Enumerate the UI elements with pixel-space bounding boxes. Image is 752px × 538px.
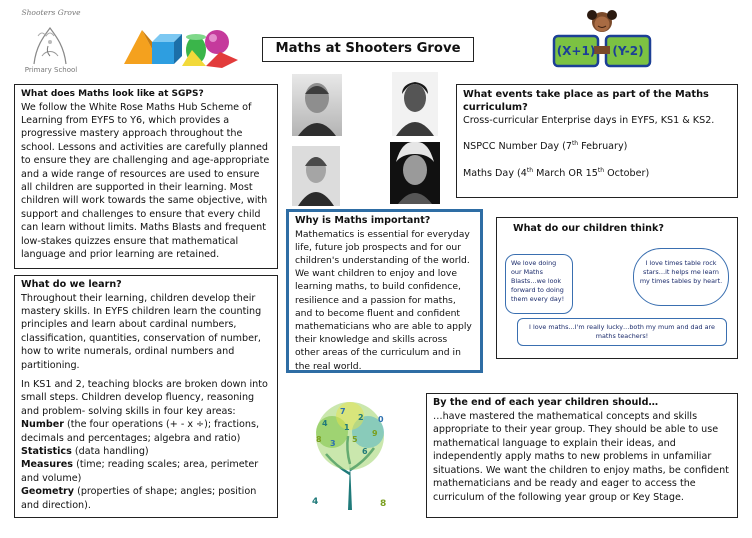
end-of-year-body: …have mastered the mathematical concepts and skills appropriate to their year group. They should be able to use mathematical language to explain their ideas, and independently apply maths to new problems in unfamiliar situations. We want the children to enjoy maths, be confident mathematicians and be ready and eager to access the curriculum of the following year group or Key Stage.: [433, 410, 729, 504]
think-box: [496, 217, 738, 359]
events-line-3-mid: March OR 15: [533, 168, 598, 180]
mathematician-portraits: [290, 70, 450, 208]
learn-area-geometry: [21, 485, 271, 512]
svg-text:0: 0: [378, 415, 384, 424]
learn-area-geometry-detail: (properties of shape; angles; position and direction).: [21, 486, 257, 511]
svg-text:6: 6: [362, 447, 368, 456]
school-logo: [14, 6, 86, 76]
svg-text:4: 4: [322, 419, 328, 428]
svg-text:4: 4: [312, 497, 319, 507]
learn-area-statistics-name: Statistics: [21, 445, 72, 457]
shapes-icon: [122, 20, 240, 70]
page-title-box: [262, 37, 474, 62]
events-line-2-pre: NSPCC Number Day (7: [463, 141, 572, 153]
equation-badge: [548, 6, 656, 72]
badge-left-text: (X+1): [556, 44, 596, 58]
portrait-3: [292, 146, 340, 206]
svg-text:2: 2: [358, 413, 364, 422]
events-line-3: [463, 164, 731, 181]
quote-1: We love doing our Maths Blasts…we look forward to doing them every day!: [511, 259, 565, 303]
learn-title: What do we learn?: [21, 279, 122, 290]
learn-area-geometry-name: Geometry: [21, 486, 75, 498]
learn-area-measures: [21, 458, 271, 485]
quote-2: I love times table rock stars…it helps me learn my times tables by heart.: [639, 259, 723, 285]
learn-area-measures-name: Measures: [21, 459, 74, 471]
why-box: [286, 209, 483, 373]
logo-subtitle: Primary School: [24, 66, 78, 74]
learn-area-number-name: Number: [21, 419, 64, 431]
events-line-2-post: February): [578, 141, 628, 153]
number-tree-icon: [300, 392, 400, 512]
learn-para-2: In KS1 and 2, teaching blocks are broken down into small steps. Children develop fluency, reasoning and problem- solving skills in four key areas:: [21, 378, 268, 417]
badge-right-text: (Y-2): [612, 44, 644, 58]
svg-text:8: 8: [316, 435, 322, 444]
learn-area-measures-detail: (time; reading scales; area, perimeter and volume): [21, 459, 259, 484]
svg-text:1: 1: [344, 423, 350, 432]
learn-area-statistics: [21, 445, 271, 458]
sgps-body: We follow the White Rose Maths Hub Scheme of Learning from EYFS to Y6, which provides a progressive mastery approach throughout the school. Lessons and activities are carefully planned to ensure they are challenging and age-appropriate and a wide range of resources are used to ensure all children are supported in their learning. Most children will work towards the same objective, with support and challenges to ensure that every child can learn without limits. Maths Blasts and frequent low-stakes quizzes ensure that mathematical language and prior learning are retained.: [21, 101, 270, 260]
quote-bubble-3: [517, 318, 727, 346]
svg-text:9: 9: [372, 429, 378, 438]
svg-text:3: 3: [330, 439, 336, 448]
sgps-title: What does Maths look like at SGPS?: [21, 89, 204, 99]
events-line-3-sup1: th: [526, 167, 534, 174]
events-box: [456, 84, 738, 198]
events-line-3-pre: Maths Day (4: [463, 168, 527, 180]
child-with-equation-icon: [548, 6, 656, 72]
portrait-1: [292, 74, 342, 136]
learn-area-number-detail: (the four operations (+ - x ÷); fractions, decimals and percentages; algebra and ratio): [21, 419, 260, 444]
events-line-2: [463, 137, 731, 154]
quote-bubble-1: [505, 254, 573, 314]
end-of-year-title: By the end of each year children should…: [433, 397, 659, 408]
events-line-2-sup: th: [571, 140, 579, 148]
quote-3: I love maths…I'm really lucky…both my mum and dad are maths teachers!: [529, 323, 715, 340]
learn-area-statistics-detail: (data handling): [71, 445, 149, 457]
portrait-grid: [290, 70, 450, 208]
why-title: Why is Maths important?: [295, 215, 431, 226]
learn-para-1: Throughout their learning, children develop their mastery skills. In EYFS children learn the counting principles and learn about cardinal numbers, classification, quantities, conservation of number, how to write numerals, ordinal numbers and partitioning.: [21, 292, 262, 371]
portrait-2: [392, 72, 438, 136]
sgps-box: [14, 84, 278, 269]
portrait-4: [390, 142, 440, 204]
shapes-illustration: [122, 20, 240, 70]
end-of-year-box: [426, 393, 738, 518]
svg-text:8: 8: [380, 499, 387, 509]
learn-box: [14, 275, 278, 518]
learn-area-number: [21, 418, 271, 445]
svg-text:7: 7: [340, 407, 346, 416]
why-body: Mathematics is essential for everyday life, future job prospects and for our children's understanding of the world. We want children to enjoy and love learning maths, to build confidence, resilience and a passion for maths, and to become fluent and confident mathematicians who are able to apply their knowledge and skills across other areas of the curriculum and in the real world.: [295, 228, 472, 372]
think-title: What do our children think?: [513, 223, 664, 234]
events-line-3-sup2: th: [597, 167, 605, 174]
events-title: What events take place as part of the Maths curriculum?: [463, 89, 709, 113]
page-title: Maths at Shooters Grove: [275, 41, 461, 56]
number-tree-illustration: [300, 392, 400, 512]
logo-name: Shooters Grove: [21, 8, 81, 17]
events-line-1: Cross-curricular Enterprise days in EYFS, KS1 & KS2.: [463, 115, 715, 126]
svg-text:5: 5: [352, 435, 358, 444]
events-line-3-post: October): [604, 168, 650, 180]
quote-bubble-2: [633, 248, 729, 306]
